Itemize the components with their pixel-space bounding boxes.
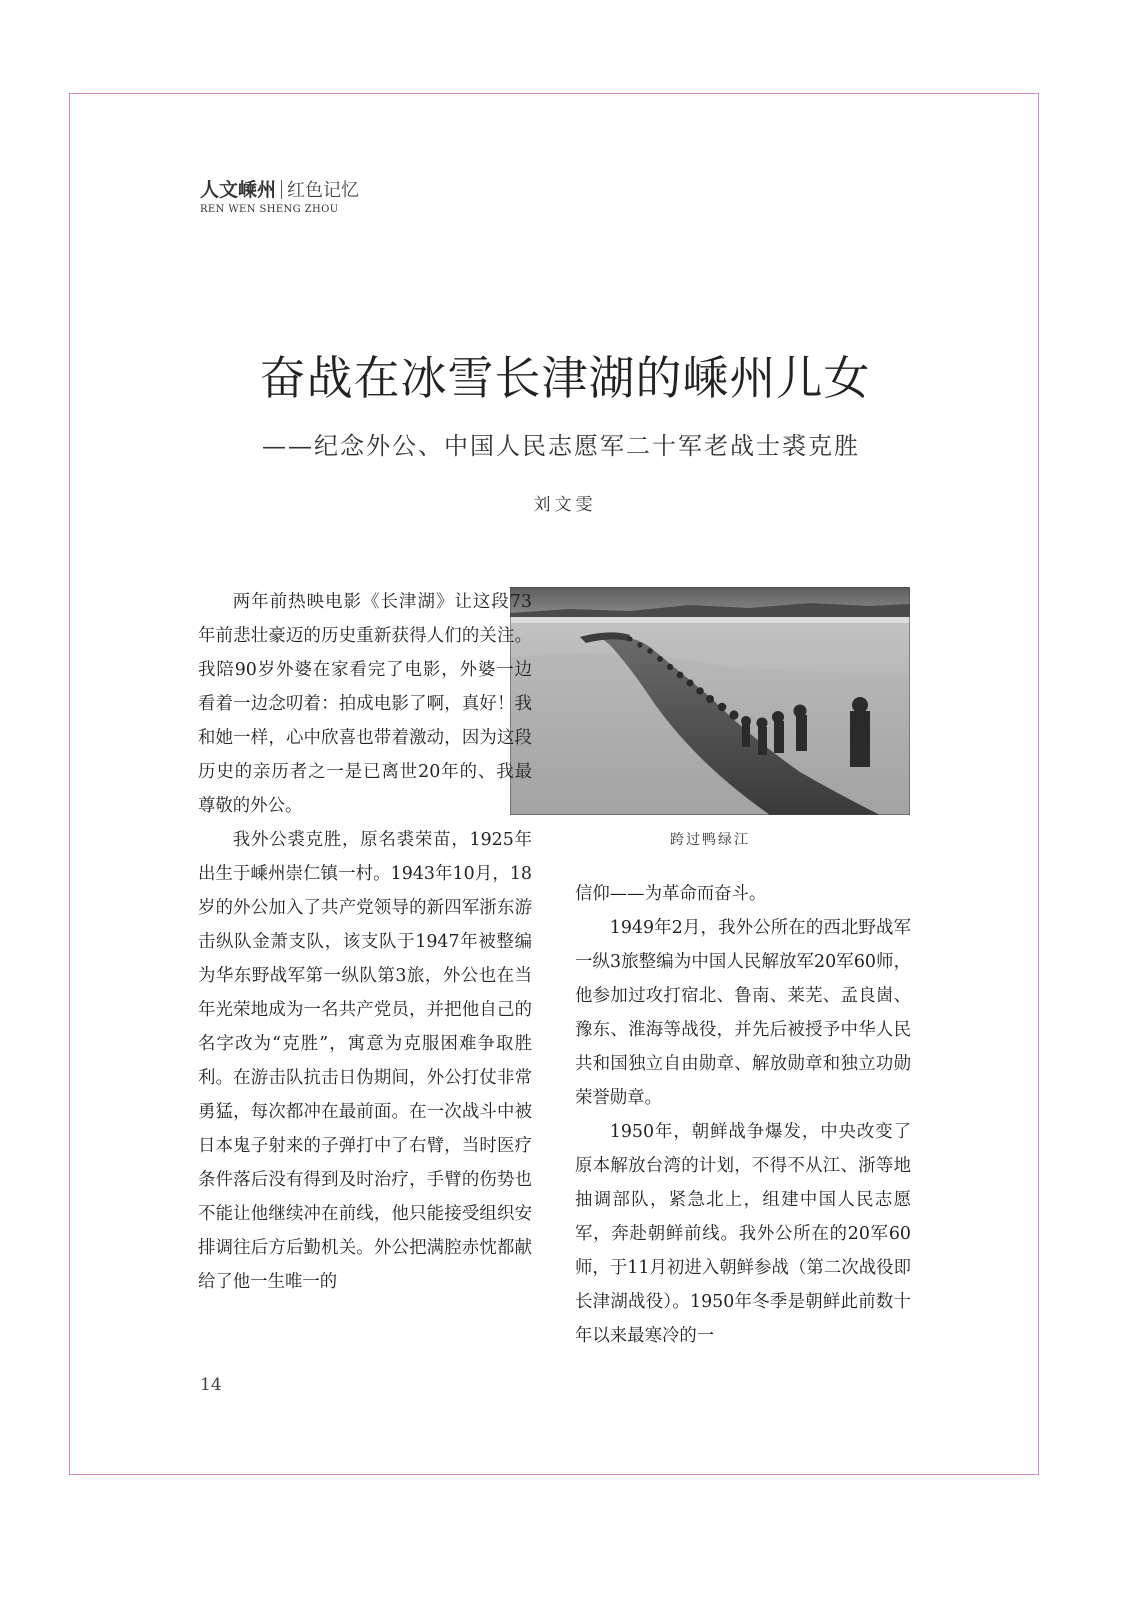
paragraph: 我外公裘克胜，原名裘荣苗，1925年出生于嵊州崇仁镇一村。1943年10月，18岁的外公加入了共产党领导的新四军浙东游击纵队金萧支队，该支队于1947年被整编为华东野战军第一纵队第3旅，外公也在当年光荣地成为一名共产党员，并把他自己的名字改为“克胜”，寓意为克服困难争取胜利。在游击队抗击日伪期间，外公打仗非常勇猛，每次都冲在最前面。在一次战斗中被日本鬼子射来的子弹打中了右臂，当时医疗条件落后没有得到及时治疗，手臂的伤势也不能让他继续冲在前线，他只能接受组织安排调往后方后勤机关。外公把满腔赤忱都献给了他一生唯一的 (198, 830, 532, 1292)
article-photo (510, 587, 910, 815)
paragraph: 1950年，朝鲜战争爆发，中央改变了原本解放台湾的计划，不得不从江、浙等地抽调部队，紧急北上，组建中国人民志愿军，奔赴朝鲜前线。我外公所在的20军60师，于11月初进入朝鲜参战（第二次战役即长津湖战役）。1950年冬季是朝鲜此前数十年以来最寒冷的一 (575, 1122, 911, 1346)
article-author: 刘文雯 (533, 495, 597, 515)
photo-illustration (510, 587, 910, 815)
article-subtitle: ——纪念外公、中国人民志愿军二十军老战士裘克胜 (262, 432, 860, 460)
body-column-right (575, 877, 911, 1353)
paragraph: 1949年2月，我外公所在的西北野战军一纵3旅整编为中国人民解放军20军60师，他参加过攻打宿北、鲁南、莱芜、孟良崮、豫东、淮海等战役，并先后被授予中华人民共和国独立自由勋章、解放勋章和独立功勋荣誉勋章。 (575, 918, 911, 1108)
body-column-left (198, 585, 532, 1299)
page-number: 14 (200, 1375, 222, 1395)
paragraph: 信仰——为革命而奋斗。 (575, 884, 767, 904)
photo-caption: 跨过鸭绿江 (670, 832, 750, 848)
section-header (200, 178, 359, 215)
column-name: 红色记忆 (287, 180, 360, 201)
paragraph: 两年前热映电影《长津湖》让这段73年前悲壮豪迈的历史重新获得人们的关注。我陪90岁外婆在家看完了电影，外婆一边看着一边念叨着：拍成电影了啊，真好！我和她一样，心中欣喜也带着激动，因为这段历史的亲历者之一是已离世20年的、我最尊敬的外公。 (198, 592, 532, 816)
section-name-en: REN WEN SHENG ZHOU (200, 204, 339, 215)
article-title: 奋战在冰雪长津湖的嵊州儿女 (259, 351, 871, 405)
section-name: 人文嵊州 (200, 179, 277, 201)
header-divider (281, 180, 282, 199)
